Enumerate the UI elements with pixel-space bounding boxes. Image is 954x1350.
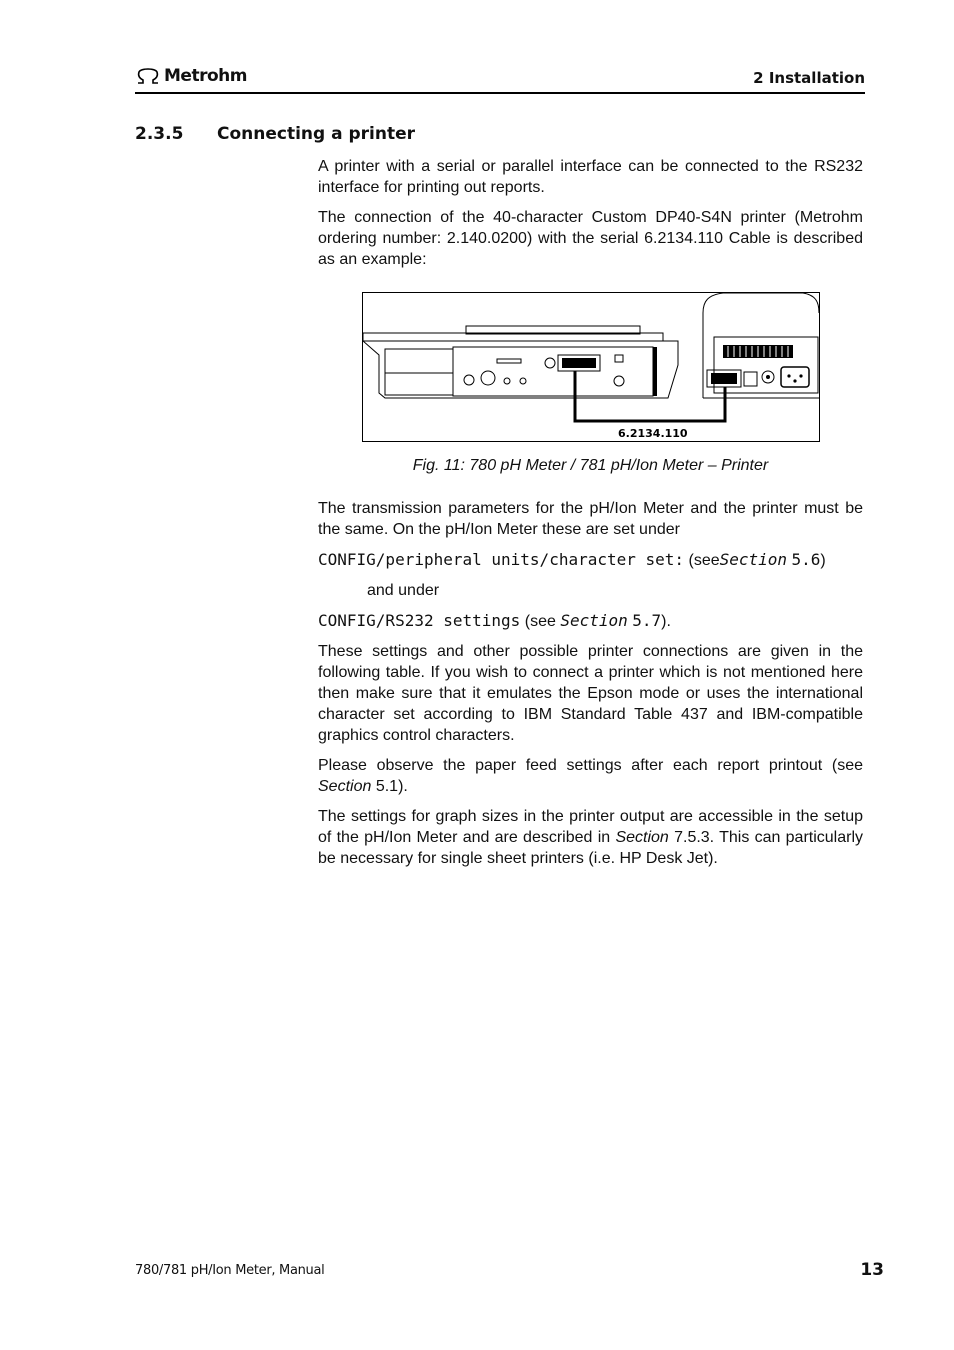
paragraph: These settings and other possible printer connections are given in the following table. If you wish to connect a printer which is not mentioned here then make sure that it emulates the Epson mode or uses the international character set according to IBM Standard Table 437 and IBM-compatible graphics control characters. xyxy=(318,643,863,744)
section-number: 2.3.5 xyxy=(135,124,184,144)
section-ref-number: 5.6 xyxy=(791,550,821,569)
paragraph-paper-feed xyxy=(318,755,863,797)
config-command-rs232 xyxy=(318,610,863,632)
see-text: (see xyxy=(524,613,556,630)
section-title: Connecting a printer xyxy=(217,124,416,144)
paragraph-graph-sizes xyxy=(318,806,863,869)
paragraph: The connection of the 40-character Custom DP40-S4N printer (Metrohm ordering number: 2.140.0200) with the serial 6.2134.110 Cable is described as an example: xyxy=(318,209,863,268)
and-under-text: and under xyxy=(367,582,440,599)
text: 7.5.3. This can particularly be necessary for single sheet printers (i.e. HP Desk Jet). xyxy=(318,829,864,867)
config-command-character-set xyxy=(318,549,863,571)
section-ref-number: 5.7 xyxy=(632,611,662,630)
close-paren: ) xyxy=(820,552,826,569)
meter-printer-diagram xyxy=(363,293,819,441)
page-header xyxy=(135,62,865,94)
connection-figure xyxy=(362,292,820,442)
section-heading xyxy=(135,124,415,144)
chapter-title: 2 Installation xyxy=(753,69,865,87)
close-paren: ). xyxy=(661,613,671,630)
paragraph: The transmission parameters for the pH/Ion Meter and the printer must be the same. On the pH/Ion Meter these are set under xyxy=(318,500,863,538)
brand-name: Metrohm xyxy=(164,66,247,86)
section-ref: Section xyxy=(719,550,788,569)
config-path: CONFIG/peripheral units/character set: xyxy=(318,550,685,569)
section-ref: Section xyxy=(318,778,372,795)
metrohm-logo xyxy=(135,66,247,86)
main-content xyxy=(318,156,863,878)
text: Please observe the paper feed settings after each report printout (see xyxy=(318,757,863,774)
page-number: 13 xyxy=(860,1260,884,1280)
section-ref: Section xyxy=(560,611,628,630)
text: 5.1). xyxy=(375,778,408,795)
cable-label: 6.2134.110 xyxy=(618,427,688,440)
see-text: (see xyxy=(688,552,720,569)
figure-caption: Fig. 11: 780 pH Meter / 781 pH/Ion Meter – Printer xyxy=(412,457,769,474)
section-ref: Section xyxy=(615,829,669,846)
footer-manual-title: 780/781 pH/Ion Meter, Manual xyxy=(135,1263,325,1278)
text: The settings for graph sizes in the printer output are accessible in the setup of the pH/Ion Meter and are described in xyxy=(318,808,863,846)
paragraph: A printer with a serial or parallel interface can be connected to the RS232 interface for printing out reports. xyxy=(318,158,863,196)
config-path: CONFIG/RS232 settings xyxy=(318,611,521,630)
omega-icon xyxy=(135,67,161,85)
